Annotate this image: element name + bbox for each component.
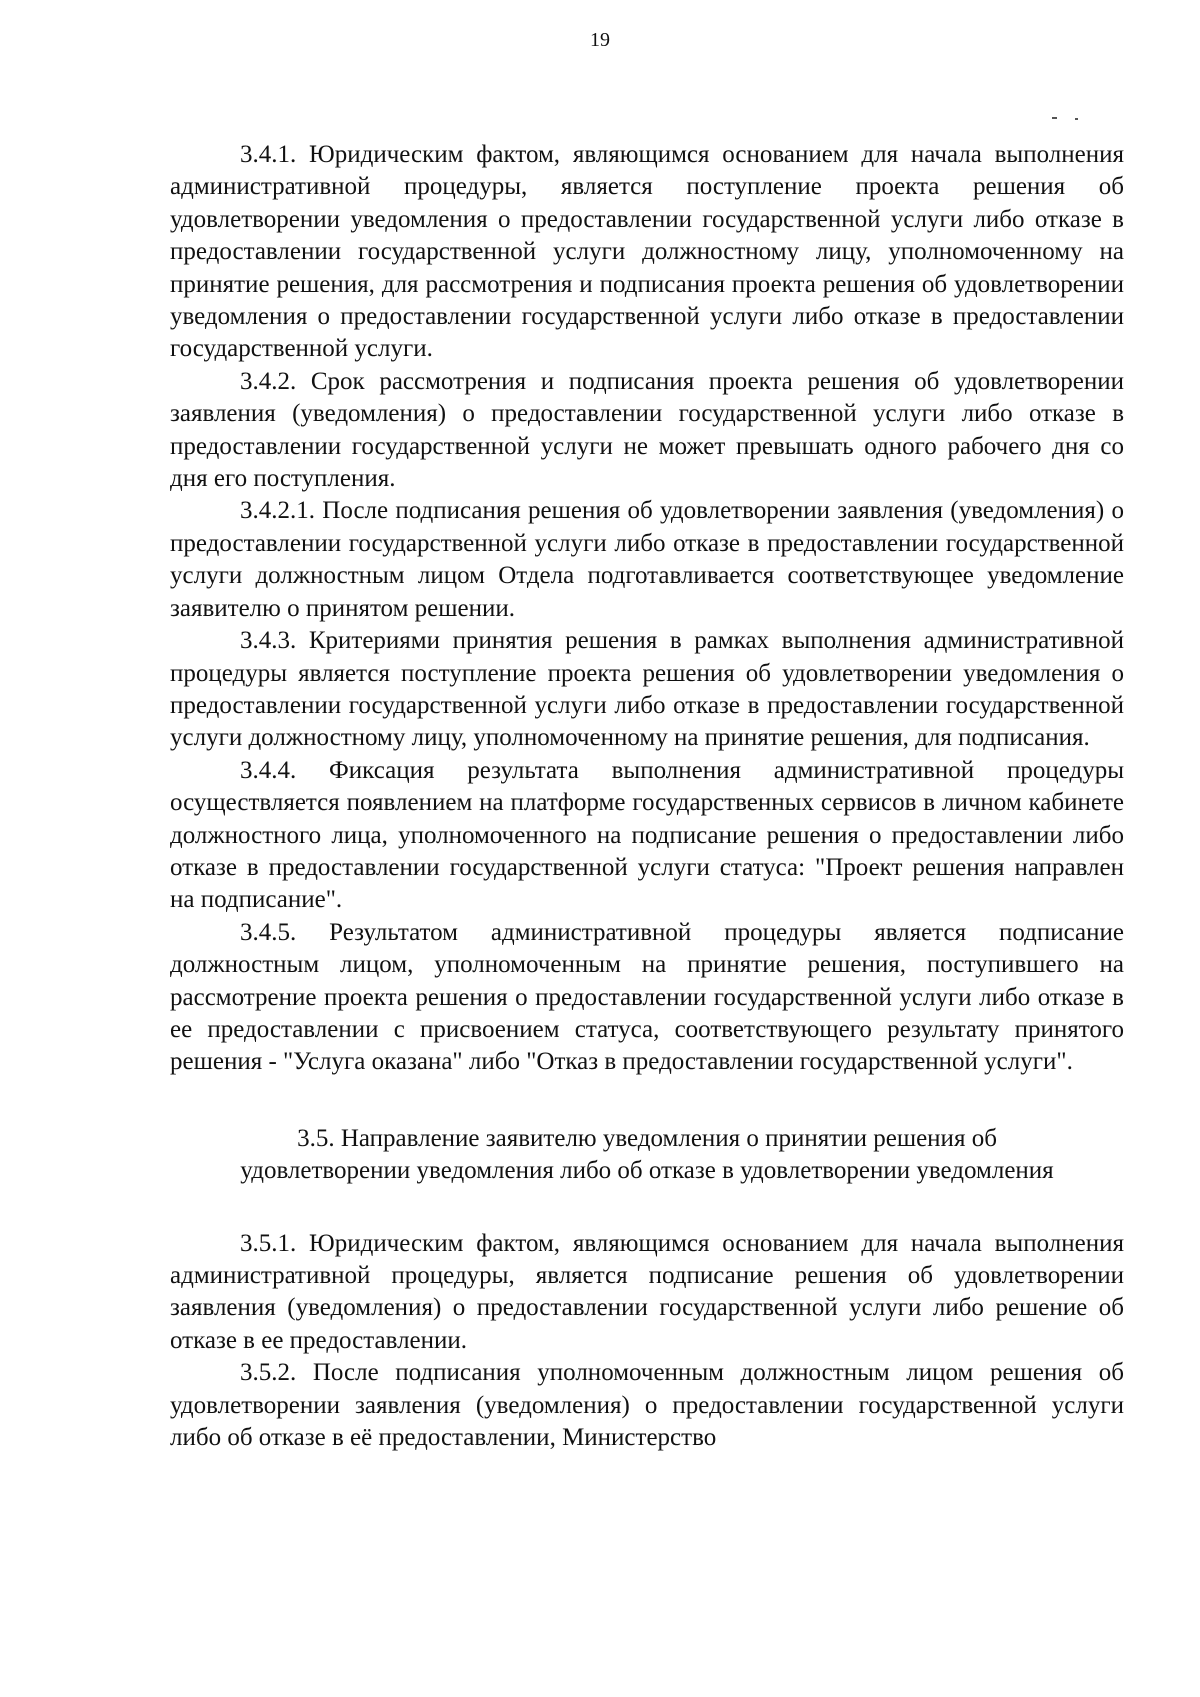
section-heading-3-5 [170,1123,1124,1188]
paragraph-3-5-2: 3.5.2. После подписания уполномоченным должностным лицом решения об удовлетворении заявления (уведомления) о предоставлении государственной услуги либо об отказе в её предоставлении, Министерство [170,1359,1124,1452]
scan-speck [1052,117,1057,119]
scan-speck [1075,118,1078,120]
paragraph-3-5-1: 3.5.1. Юридическим фактом, являющимся основанием для начала выполнения административной процедуры, является подписание решения об удовлетворении заявления (уведомления) о предоставлении государственной услуги либо решение об отказе в ее предоставлении. [170,1229,1124,1354]
paragraph-3-4-3: 3.4.3. Критериями принятия решения в рамках выполнения административной процедуры является поступление проекта решения об удовлетворении уведомления о предоставлении государственной услуги либо отказе в предоставлении государственной услуги должностному лицу, уполномоченному на принятие решения, для подписания. [170,627,1124,752]
paragraph-3-4-2-1: 3.4.2.1. После подписания решения об удовлетворении заявления (уведомления) о предоставлении государственной услуги либо отказе в предоставлении государственной услуги должностным лицом Отдела подготавливается соответствующее уведомление заявителю о принятом решении. [170,497,1124,622]
document-body [170,139,1124,1454]
paragraph-3-4-4: 3.4.4. Фиксация результата выполнения административной процедуры осуществляется появлением на платформе государственных сервисов в личном кабинете должностного лица, уполномоченного на подписание решения о предоставлении либо отказе в предоставлении государственной услуги статуса: "Проект решения направлен на подписание". [170,756,1124,914]
paragraph-3-4-2: 3.4.2. Срок рассмотрения и подписания проекта решения об удовлетворении заявления (уведомления) о предоставлении государственной услуги либо отказе в предоставлении государственной услуги не может превышать одного рабочего дня со дня его поступления. [170,367,1124,493]
page-number: 19 [590,29,610,51]
section-heading-line-2: удовлетворении уведомления либо об отказе в удовлетворении уведомления [240,1157,1054,1185]
paragraph-3-4-1: 3.4.1. Юридическим фактом, являющимся основанием для начала выполнения административной процедуры, является поступление проекта решения об удовлетворении уведомления о предоставлении государственной услуги либо отказе в предоставлении государственной услуги должностному лицу, уполномоченному на принятие решения, для рассмотрения и подписания проекта решения об удовлетворении уведомления о предоставлении государственной услуги либо отказе в предоставлении государственной услуги. [170,141,1124,363]
section-heading-line-1: 3.5. Направление заявителю уведомления о принятии решения об [297,1124,997,1152]
paragraph-3-4-5: 3.4.5. Результатом административной процедуры является подписание должностным лицом, уполномоченным на принятие решения, поступившего на рассмотрение проекта решения о предоставлении государственной услуги либо отказе в ее предоставлении с присвоением статуса, соответствующего результату принятого решения - "Услуга оказана" либо "Отказ в предоставлении государственной услуги". [170,918,1124,1076]
